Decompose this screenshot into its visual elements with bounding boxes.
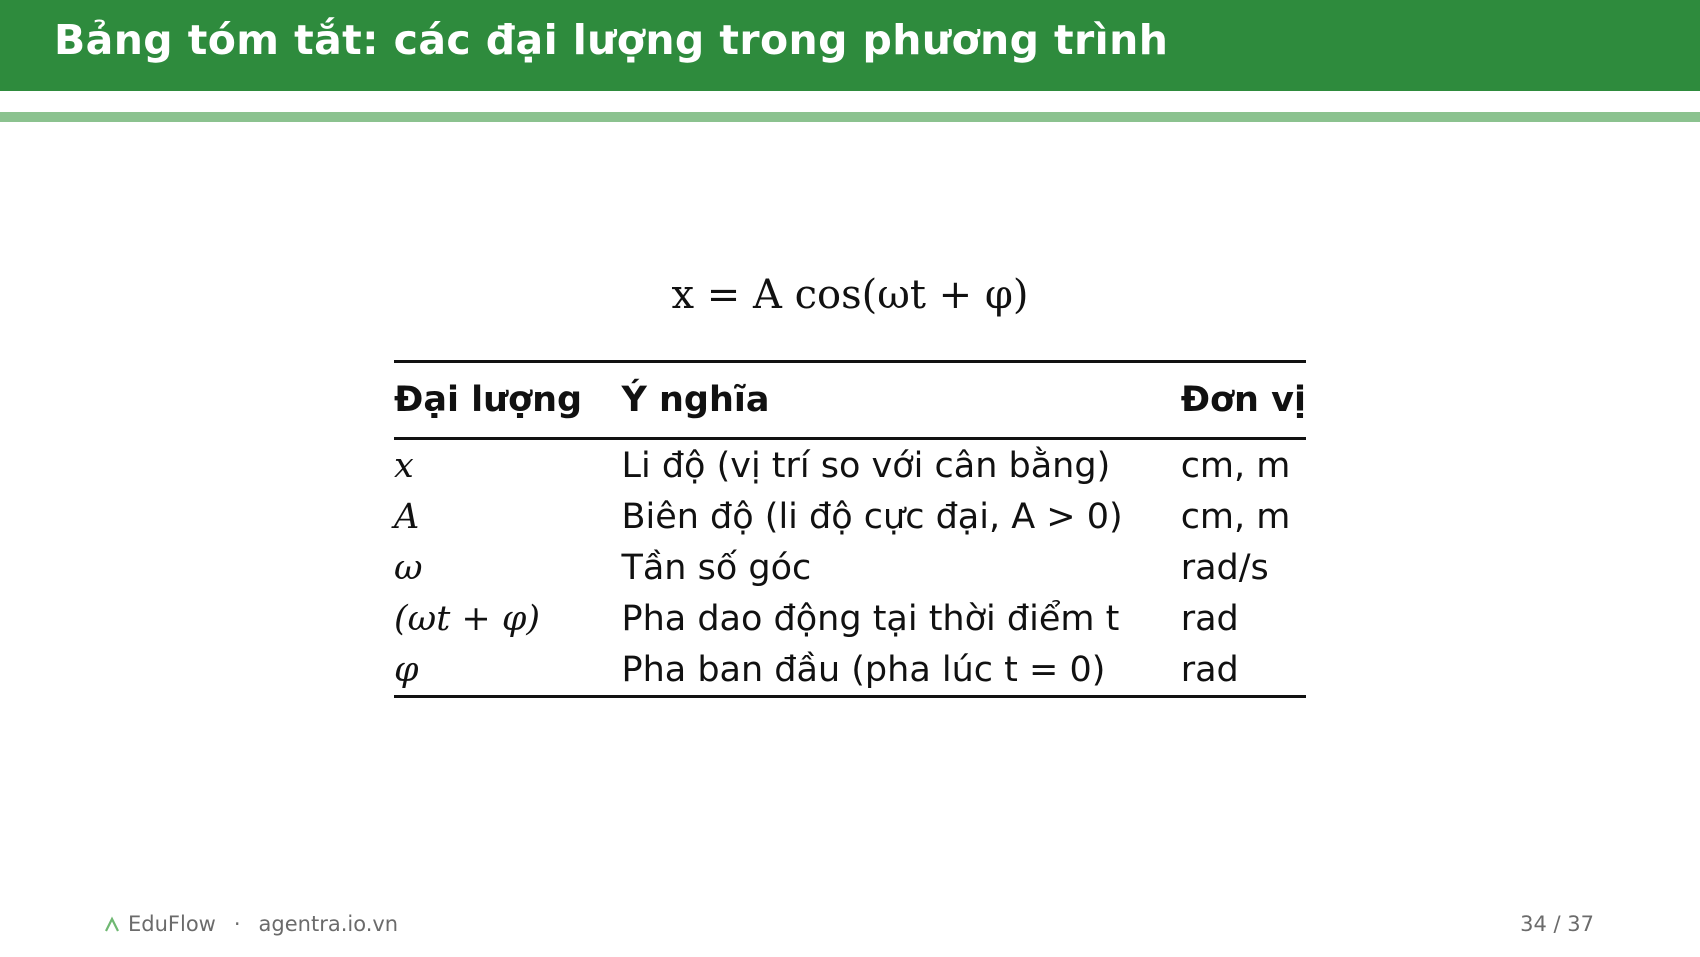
meaning-cell: Li độ (vị trí so với cân bằng) bbox=[621, 445, 1111, 486]
meaning-cell: Pha dao động tại thời điểm t bbox=[621, 598, 1120, 639]
table-row bbox=[394, 491, 1306, 542]
meaning-cell: Pha ban đầu (pha lúc t = 0) bbox=[621, 649, 1106, 690]
unit-cell: rad bbox=[1180, 649, 1239, 690]
footer bbox=[104, 912, 398, 936]
symbol-cell: φ bbox=[394, 649, 419, 690]
symbol-cell: A bbox=[394, 496, 420, 537]
footer-site-link[interactable]: agentra.io.vn bbox=[258, 912, 399, 936]
title-underline bbox=[0, 112, 1700, 122]
slide-title: Bảng tóm tắt: các đại lượng trong phương trình bbox=[54, 16, 1169, 64]
mountain-logo-icon bbox=[104, 916, 120, 932]
page-number: 34 / 37 bbox=[1520, 912, 1594, 936]
symbol-cell: x bbox=[394, 445, 414, 486]
unit-cell: cm, m bbox=[1180, 445, 1291, 486]
symbol-cell: (ωt + φ) bbox=[394, 598, 540, 639]
header-quantity: Đại lượng bbox=[394, 380, 583, 420]
unit-cell: rad bbox=[1180, 598, 1239, 639]
meaning-cell: Tần số góc bbox=[621, 547, 812, 588]
table-row bbox=[394, 644, 1306, 697]
symbol-cell: ω bbox=[394, 547, 423, 588]
equation: x = A cos(ωt + φ) bbox=[671, 272, 1029, 318]
table-row bbox=[394, 593, 1306, 644]
table-row bbox=[394, 439, 1306, 492]
unit-cell: cm, m bbox=[1180, 496, 1291, 537]
slide-title-bar bbox=[0, 0, 1700, 91]
meaning-cell: Biên độ (li độ cực đại, A > 0) bbox=[621, 496, 1123, 537]
quantity-table bbox=[394, 360, 1306, 698]
header-meaning: Ý nghĩa bbox=[621, 380, 770, 420]
footer-brand: EduFlow bbox=[128, 912, 216, 936]
footer-separator: · bbox=[233, 912, 241, 936]
unit-cell: rad/s bbox=[1180, 547, 1269, 588]
table-header-row bbox=[394, 362, 1306, 439]
header-unit: Đơn vị bbox=[1180, 380, 1306, 420]
table-row bbox=[394, 542, 1306, 593]
